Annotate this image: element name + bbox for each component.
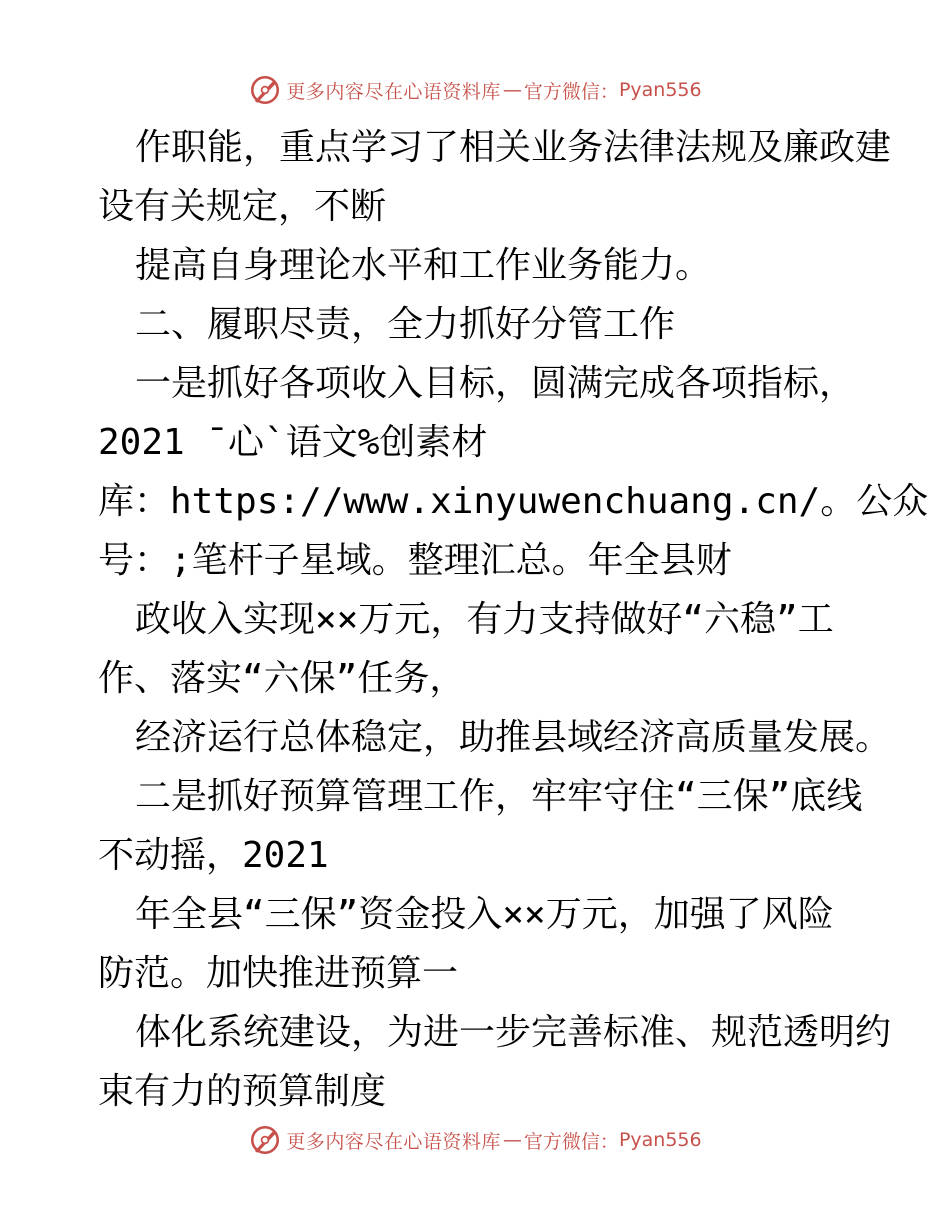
quill-logo-icon [248,73,282,107]
section-heading: 二、履职尽责，全力抓好分管工作 [135,304,676,345]
text-line: 束有力的预算制度 [98,1071,387,1112]
banner-wechat-id: Pyan556 [618,79,702,101]
footer-banner [0,1120,950,1160]
banner-dash: — [502,1129,522,1151]
banner-wechat-label: 官方微信： [523,1130,619,1153]
banner-wechat-id: Pyan556 [618,1129,702,1151]
text-line: 防范。加快推进预算一 [98,953,459,994]
text-line: 号：;笔杆子星域。整理汇总。年全县财 [98,540,732,581]
banner-wechat-label: 官方微信： [523,80,619,103]
banner-dash: — [502,79,522,101]
text-line: 作、落实“六保”任务， [98,658,466,699]
text-line: 体化系统建设，为进一步完善标准、规范透明约 [135,1012,892,1053]
text-line: 作职能，重点学习了相关业务法律法规及廉政建 [135,127,892,168]
banner-brand: 更多内容尽在心语资料库 [286,80,501,103]
text-line: 设有关规定，不断 [98,186,387,227]
text-line: 一是抓好各项收入目标，圆满完成各项指标， [135,363,856,404]
text-line: 库：https://www.xinyuwenchuang.cn/。公众 [98,481,929,522]
banner-brand: 更多内容尽在心语资料库 [286,1130,501,1153]
text-line: 不动摇，2021 [98,835,329,876]
text-line: 提高自身理论水平和工作业务能力。 [135,245,712,286]
header-banner [0,70,950,110]
text-line: 政收入实现××万元，有力支持做好“六稳”工 [135,599,834,640]
quill-logo-icon [248,1123,282,1157]
document-body [98,118,929,1121]
text-line: 年全县“三保”资金投入××万元，加强了风险 [135,894,834,935]
text-line: 2021 ¯心`语文%创素材 [98,422,488,463]
text-line: 二是抓好预算管理工作，牢牢守住“三保”底线 [135,776,863,817]
text-line: 经济运行总体稳定，助推县域经济高质量发展。 [135,717,892,758]
